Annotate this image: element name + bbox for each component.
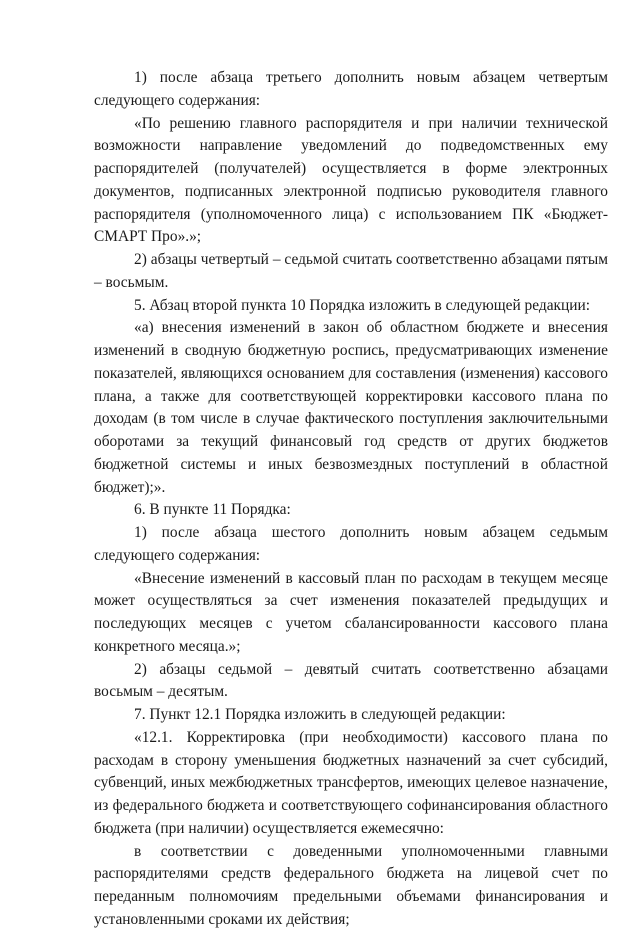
paragraph-11: «12.1. Корректировка (при необходимости) кассового плана по расходам в сторону уменьшения бюджетных назначений за счет субсидий, субвенций, иных межбюджетных трансфертов, имеющих целевое назначение, из федерального бюджета и соответствующего софинансирования областного бюджета (при наличии) осуществляется ежемесячно: bbox=[94, 728, 608, 837]
paragraph-3: 2) абзацы четвертый – седьмой считать соответственно абзацами пятым – восьмым. bbox=[94, 251, 608, 291]
paragraph-4: 5. Абзац второй пункта 10 Порядка изложить в следующей редакции: bbox=[134, 296, 590, 314]
paragraph-6: 6. В пункте 11 Порядка: bbox=[134, 501, 291, 519]
paragraph-9: 2) абзацы седьмой – девятый считать соответственно абзацами восьмым – десятым. bbox=[94, 660, 608, 701]
paragraph-1: 1) после абзаца третьего дополнить новым абзацем четвертым следующего содержания: bbox=[94, 69, 608, 109]
paragraph-5: «а) внесения изменений в закон об областном бюджете и внесения изменений в сводную бюджетную роспись, предусматривающих изменение показателей, являющихся основанием для составления (изменения) кассового плана, а также для соответствующей корректировки кассового плана по доходам (в том числе в случае фактического поступления заключительными оборотами за текущий финансовый год средств от других бюджетов бюджетной системы и иных безвозмездных поступлений в областной бюджет);». bbox=[94, 319, 608, 496]
paragraph-10: 7. Пункт 12.1 Порядка изложить в следующей редакции: bbox=[134, 706, 506, 723]
paragraph-8: «Внесение изменений в кассовый план по расходам в текущем месяце может осуществляться за счет изменения показателей предыдущих и последующих месяцев с учетом сбалансированности кассового плана конкретного месяца.»; bbox=[94, 569, 608, 655]
paragraph-2: «По решению главного распорядителя и при наличии технической возможности направление уведомлений до подведомственных ему распорядителей (получателей) осуществляется в форме электронных документов, подписанных электронной подписью руководителя главного распорядителя (уполномоченного лица) с использованием ПК «Бюджет-СМАРТ Про».»; bbox=[94, 114, 608, 246]
paragraph-7: 1) после абзаца шестого дополнить новым абзацем седьмым следующего содержания: bbox=[94, 524, 608, 564]
paragraph-12: в соответствии с доведенными уполномоченными главными распорядителями средств федерального бюджета на лицевой счет по переданным полномочиям предельными объемами финансирования и установленными сроками их действия; bbox=[94, 842, 608, 928]
